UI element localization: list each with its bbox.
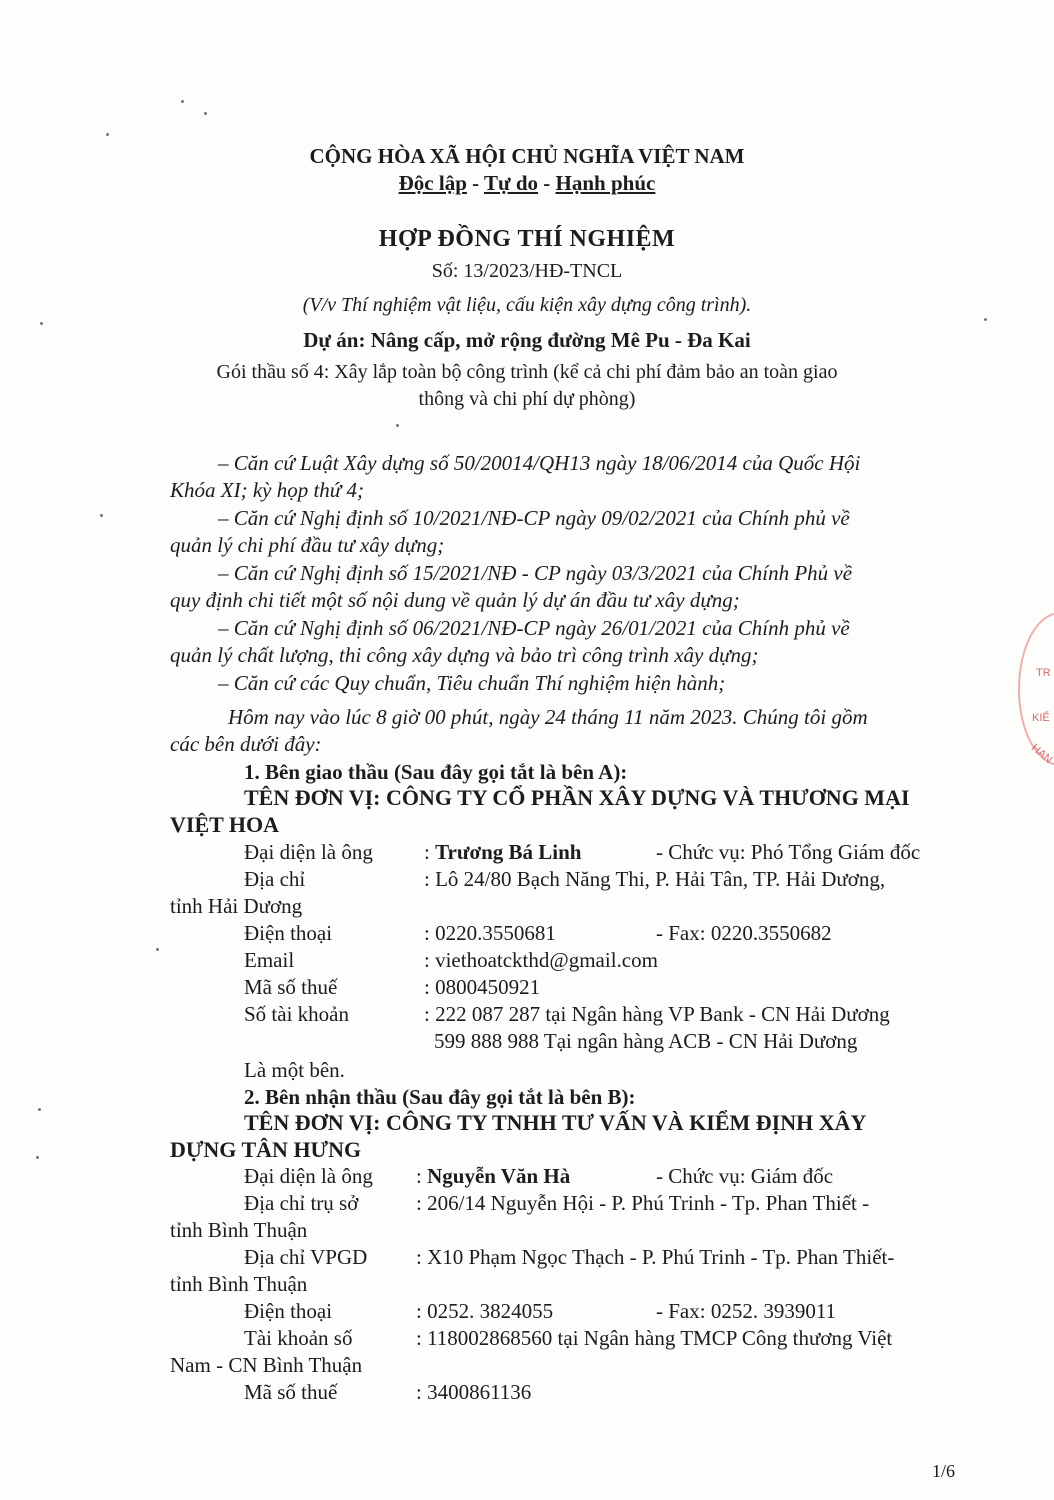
motto-happiness: Hạnh phúc: [555, 171, 656, 195]
party-b-account-line-1: : 118002868560 tại Ngân hàng TMCP Công thương Việt: [416, 1326, 893, 1350]
basis-2-line-2: quản lý chi phí đầu tư xây dựng;: [170, 533, 445, 557]
party-b-hq-line-1: : 206/14 Nguyễn Hội - P. Phú Trinh - Tp. Phan Thiết -: [416, 1191, 870, 1215]
scan-speck: [100, 514, 103, 517]
scan-speck: [106, 133, 109, 136]
party-b-office-label: Địa chỉ VPGD: [244, 1245, 368, 1269]
basis-3-line-1: – Căn cứ Nghị định số 15/2021/NĐ - CP ngày 03/3/2021 của Chính Phủ về: [218, 561, 853, 585]
party-a-name-line-1: TÊN ĐƠN VỊ: CÔNG TY CỔ PHẦN XÂY DỰNG VÀ THƯƠNG MẠI: [244, 785, 910, 810]
basis-1-line-2: Khóa XI; kỳ họp thứ 4;: [170, 478, 364, 502]
party-a-phone-label: Điện thoại: [244, 921, 333, 945]
stamp-text: HAN: [1028, 741, 1054, 767]
party-b-name-line-2: DỰNG TÂN HƯNG: [170, 1137, 362, 1162]
party-a-tax-label: Mã số thuế: [244, 975, 338, 999]
party-a-email-label: Email: [244, 948, 295, 972]
party-a-rep-label: Đại diện là ông: [244, 840, 373, 864]
party-a-heading: 1. Bên giao thầu (Sau đây gọi tắt là bên A):: [244, 760, 628, 784]
scan-speck: [984, 318, 987, 321]
party-b-hq-label: Địa chỉ trụ sở: [244, 1191, 359, 1215]
party-a-account-line-2: 599 888 988 Tại ngân hàng ACB - CN Hải Dương: [434, 1029, 858, 1053]
party-a-closing: Là một bên.: [244, 1058, 345, 1082]
page-number: 1/6: [932, 1461, 956, 1481]
party-a-name-line-2: VIỆT HOA: [170, 812, 280, 837]
party-b-rep: [416, 1163, 570, 1189]
party-a-address-line-2: tỉnh Hải Dương: [170, 894, 303, 918]
contract-number: Số: 13/2023/HĐ-TNCL: [431, 260, 623, 282]
party-a-rep-name: Trương Bá Linh: [435, 840, 582, 864]
today-line-1: Hôm nay vào lúc 8 giờ 00 phút, ngày 24 tháng 11 năm 2023. Chúng tôi gồm: [228, 705, 868, 729]
scan-speck: [40, 322, 43, 325]
scan-speck: [38, 1108, 41, 1111]
project-name: Dự án: Nâng cấp, mở rộng đường Mê Pu - Đa Kai: [303, 328, 751, 352]
party-b-phone: : 0252. 3824055: [416, 1299, 554, 1323]
motto-freedom: Tự do: [484, 171, 539, 195]
party-b-office-line-2: tỉnh Bình Thuận: [170, 1272, 308, 1296]
party-b-phone-label: Điện thoại: [244, 1299, 333, 1323]
party-a-email: : viethoatckthd@gmail.com: [424, 948, 658, 972]
party-b-account-label: Tài khoản số: [244, 1326, 353, 1350]
motto: [0, 171, 1054, 196]
stamp-text: KIỂ: [1032, 712, 1050, 724]
country-heading: CỘNG HÒA XÃ HỘI CHỦ NGHĨA VIỆT NAM: [309, 144, 745, 168]
package-line-1: Gói thầu số 4: Xây lắp toàn bộ công trình (kể cả chi phí đảm bảo an toàn giao: [216, 361, 838, 383]
scan-speck: [204, 112, 207, 115]
basis-5: – Căn cứ các Quy chuẩn, Tiêu chuẩn Thí nghiệm hiện hành;: [218, 671, 726, 695]
party-b-name-line-1: TÊN ĐƠN VỊ: CÔNG TY TNHH TƯ VẤN VÀ KIỂM ĐỊNH XÂY: [244, 1110, 867, 1135]
party-a-address-line-1: : Lô 24/80 Bạch Năng Thi, P. Hải Tân, TP. Hải Dương,: [424, 867, 886, 891]
party-b-tax-label: Mã số thuế: [244, 1380, 338, 1404]
basis-4-line-2: quản lý chất lượng, thi công xây dựng và bảo trì công trình xây dựng;: [170, 643, 759, 667]
scan-speck: [181, 100, 184, 103]
motto-independence: Độc lập: [398, 171, 467, 195]
party-a-phone: : 0220.3550681: [424, 921, 556, 945]
stamp-text: TR: [1036, 667, 1051, 679]
party-a-fax: - Fax: 0220.3550682: [656, 921, 832, 945]
party-a-rep: [424, 839, 581, 865]
party-b-rep-label: Đại diện là ông: [244, 1164, 373, 1188]
party-b-hq-line-2: tỉnh Bình Thuận: [170, 1218, 308, 1242]
contract-title: HỢP ĐỒNG THÍ NGHIỆM: [378, 226, 676, 252]
party-a-address-label: Địa chỉ: [244, 867, 306, 891]
colon: :: [424, 840, 436, 864]
party-b-tax: : 3400861136: [416, 1380, 532, 1404]
basis-2-line-1: – Căn cứ Nghị định số 10/2021/NĐ-CP ngày 09/02/2021 của Chính phủ về: [218, 506, 850, 530]
colon: :: [416, 1164, 428, 1188]
party-b-office-line-1: : X10 Phạm Ngọc Thạch - P. Phú Trinh - Tp. Phan Thiết-: [416, 1245, 895, 1269]
motto-separator: -: [466, 171, 484, 195]
motto-separator: -: [538, 171, 556, 195]
party-a-account-label: Số tài khoản: [244, 1002, 349, 1026]
party-b-heading: 2. Bên nhận thầu (Sau đây gọi tắt là bên B):: [244, 1085, 636, 1109]
party-a-account-line-1: : 222 087 287 tại Ngân hàng VP Bank - CN Hải Dương: [424, 1002, 890, 1026]
party-a-tax: : 0800450921: [424, 975, 541, 999]
basis-3-line-2: quy định chi tiết một số nội dung về quản lý dự án đầu tư xây dựng;: [170, 588, 740, 612]
scan-speck: [156, 948, 159, 951]
party-b-fax: - Fax: 0252. 3939011: [656, 1299, 837, 1323]
scan-speck: [396, 424, 399, 427]
scan-speck: [36, 1156, 39, 1159]
package-line-2: thông và chi phí dự phòng): [418, 388, 636, 410]
party-b-rep-name: Nguyễn Văn Hà: [427, 1164, 571, 1188]
party-b-rep-title: - Chức vụ: Giám đốc: [656, 1164, 834, 1188]
party-b-account-line-2: Nam - CN Bình Thuận: [170, 1353, 363, 1377]
today-line-2: các bên dưới đây:: [170, 732, 322, 756]
basis-1-line-1: – Căn cứ Luật Xây dựng số 50/20014/QH13 ngày 18/06/2014 của Quốc Hội: [218, 451, 861, 475]
contract-subject: (V/v Thí nghiệm vật liệu, cấu kiện xây dựng công trình).: [302, 294, 752, 316]
basis-4-line-1: – Căn cứ Nghị định số 06/2021/NĐ-CP ngày 26/01/2021 của Chính phủ về: [218, 616, 850, 640]
party-a-rep-title: - Chức vụ: Phó Tổng Giám đốc: [656, 840, 921, 864]
